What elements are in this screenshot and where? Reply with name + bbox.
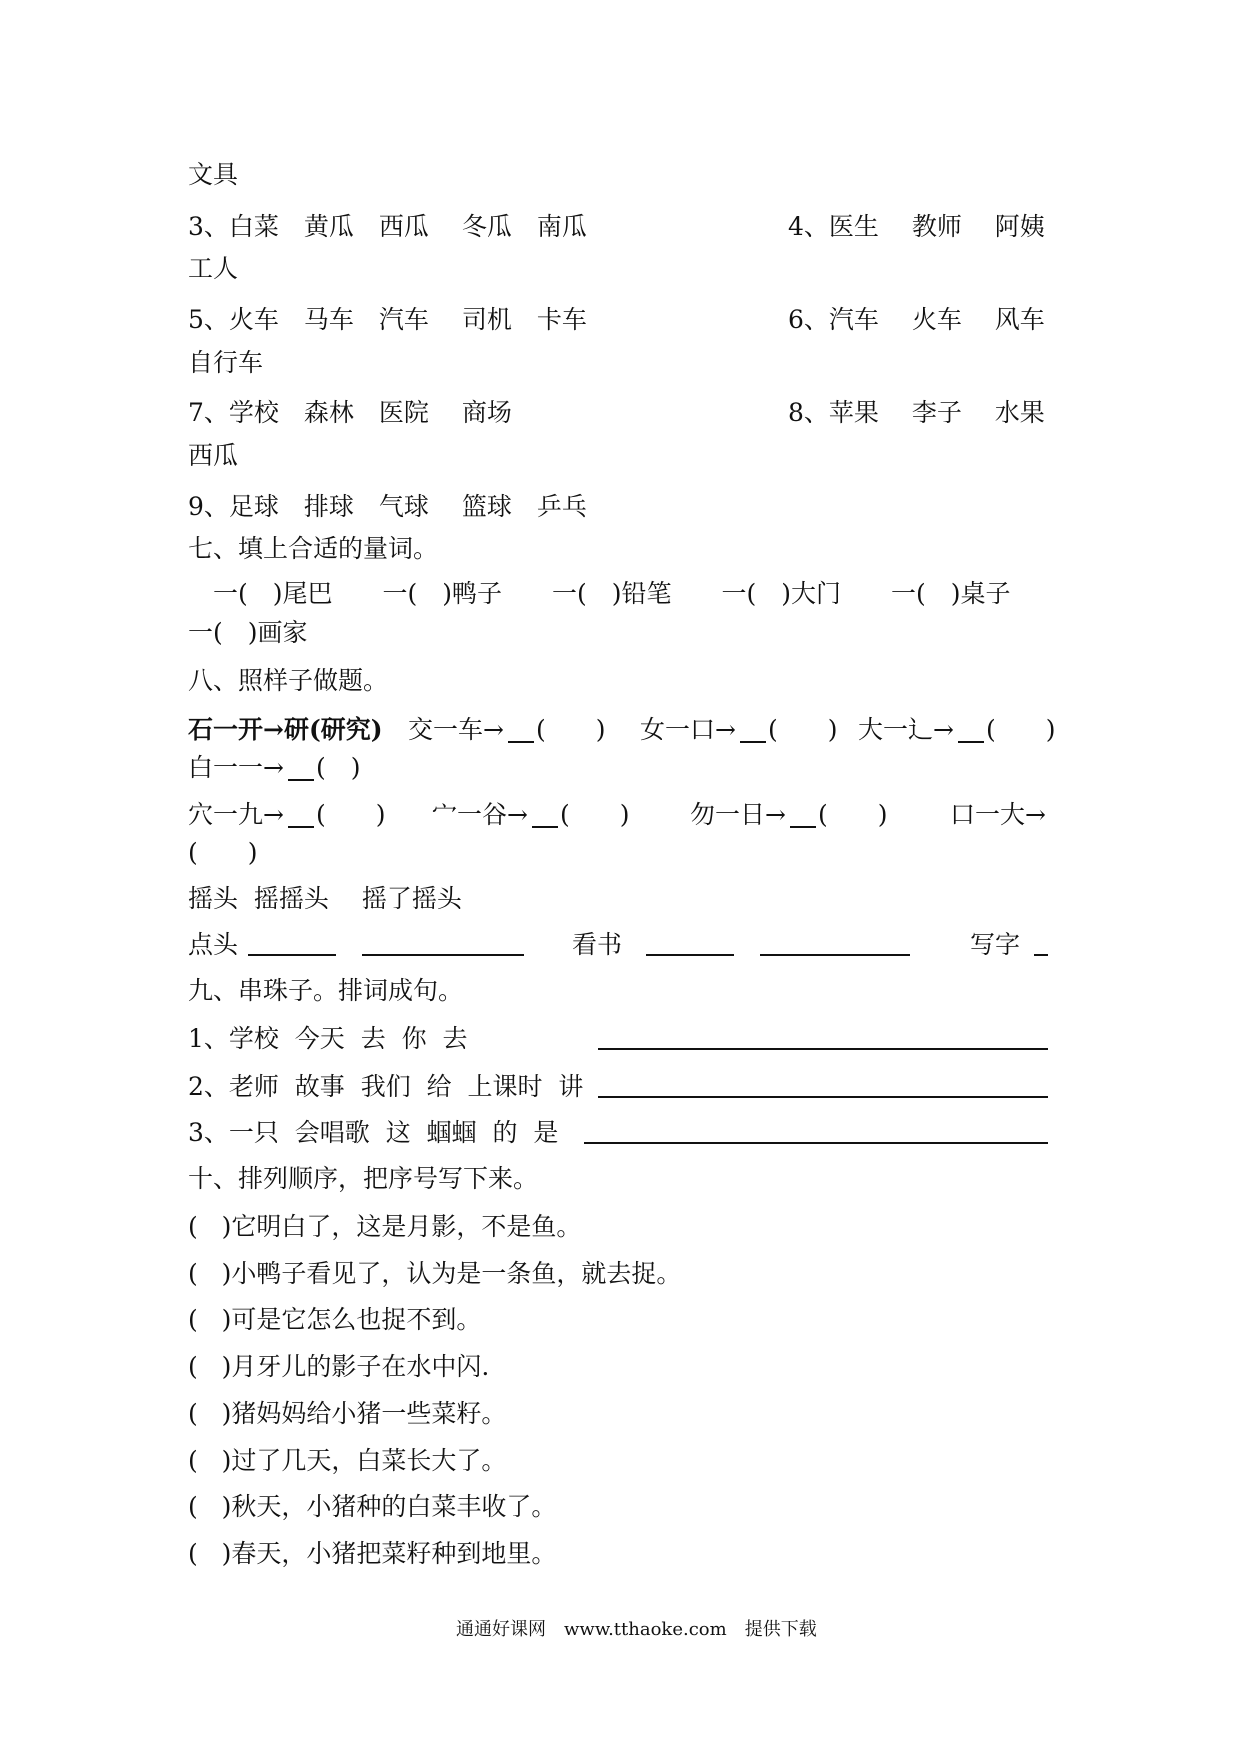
sec9-item: 1、学校 今天 去 你 去: [188, 1024, 468, 1053]
sec8-prompt: 宀一谷→: [432, 800, 528, 829]
sec9-item: 2、老师 故事 我们 给 上课时 讲: [188, 1072, 584, 1101]
sec8-paren: ( ): [818, 800, 888, 829]
answer-blank[interactable]: [1034, 954, 1048, 956]
answer-blank[interactable]: [740, 741, 766, 743]
sec6-item-right: 4、医生 教师 阿姨: [788, 212, 1045, 241]
sec6-item-wrap: 自行车: [188, 348, 264, 377]
sec8-example: 石一开→研(研究): [188, 715, 383, 744]
answer-blank[interactable]: [532, 826, 558, 828]
sec10-item: ( )月牙儿的影子在水中闪.: [188, 1352, 490, 1381]
answer-blank[interactable]: [248, 954, 336, 956]
answer-line[interactable]: [598, 1096, 1048, 1098]
page-footer: 通通好课网 www.tthaoke.com 提供下载: [456, 1619, 817, 1640]
answer-blank[interactable]: [288, 779, 314, 781]
sec8-paren: ( ): [316, 800, 386, 829]
sec8-prompt: 口一大→: [950, 800, 1046, 829]
sec10-item: ( )秋天，小猪种的白菜丰收了。: [188, 1492, 557, 1521]
sec6-item-wrap: 工人: [188, 254, 239, 283]
answer-blank[interactable]: [508, 741, 534, 743]
sec10-title: 十、排列顺序，把序号写下来。: [188, 1164, 539, 1193]
sec8-example: 摇头 摇摇头 摇了摇头: [188, 884, 462, 913]
sec6-item-right: 8、苹果 李子 水果: [788, 398, 1045, 427]
sec10-item: ( )小鸭子看见了，认为是一条鱼，就去捉。: [188, 1259, 682, 1288]
sec8-prompt: 勿一日→: [690, 800, 786, 829]
sec8-paren: ( ): [188, 838, 258, 867]
sec8-paren: ( ): [560, 800, 630, 829]
answer-line[interactable]: [584, 1142, 1048, 1144]
sec9-item: 3、一只 会唱歌 这 蝈蝈 的 是: [188, 1118, 559, 1147]
sec6-item-left: 9、足球 排球 气球 篮球 乒乓: [188, 492, 587, 521]
sec8-prompt: 穴一九→: [188, 800, 284, 829]
sec8-prompt: 大一辶→: [858, 715, 954, 744]
sec7-row: 一( )画家: [188, 618, 308, 647]
sec10-item: ( )春天，小猪把菜籽种到地里。: [188, 1539, 557, 1568]
sec9-title: 九、串珠子。排词成句。: [188, 976, 464, 1005]
answer-blank[interactable]: [646, 954, 734, 956]
sec7-row: 一( )尾巴 一( )鸭子 一( )铅笔 一( )大门 一( )桌子: [188, 579, 1011, 608]
answer-blank[interactable]: [288, 826, 314, 828]
sec10-item: ( )过了几天，白菜长大了。: [188, 1446, 507, 1475]
sec6-item-left: 3、白菜 黄瓜 西瓜 冬瓜 南瓜: [188, 212, 587, 241]
sec8-prompt: 女一口→: [640, 715, 736, 744]
sec6-item-wrap: 西瓜: [188, 441, 239, 470]
sec7-title: 七、填上合适的量词。: [188, 534, 439, 563]
sec6-item-right: 6、汽车 火车 风车: [788, 305, 1045, 334]
sec8-paren: ( ): [536, 715, 606, 744]
answer-blank[interactable]: [362, 954, 524, 956]
sec8-paren: ( ): [986, 715, 1056, 744]
sec6-item-left: 7、学校 森林 医院 商场: [188, 398, 512, 427]
sec10-item: ( )可是它怎么也捉不到。: [188, 1305, 482, 1334]
answer-blank[interactable]: [790, 826, 816, 828]
sec10-item: ( )它明白了，这是月影，不是鱼。: [188, 1212, 582, 1241]
sec6-tail: 文具: [188, 160, 239, 189]
sec8-prompt: 看书: [572, 930, 623, 959]
sec8-prompt: 交一车→: [408, 715, 504, 744]
answer-blank[interactable]: [760, 954, 910, 956]
sec6-item-left: 5、火车 马车 汽车 司机 卡车: [188, 305, 587, 334]
answer-line[interactable]: [598, 1048, 1048, 1050]
sec8-prompt: 点头: [188, 930, 239, 959]
sec8-prompt: 白一一→: [188, 753, 284, 782]
answer-blank[interactable]: [958, 741, 984, 743]
sec8-paren: ( ): [768, 715, 838, 744]
sec10-item: ( )猪妈妈给小猪一些菜籽。: [188, 1399, 507, 1428]
sec8-prompt: 写字: [970, 930, 1021, 959]
sec8-paren: ( ): [316, 753, 361, 782]
sec8-title: 八、照样子做题。: [188, 666, 389, 695]
